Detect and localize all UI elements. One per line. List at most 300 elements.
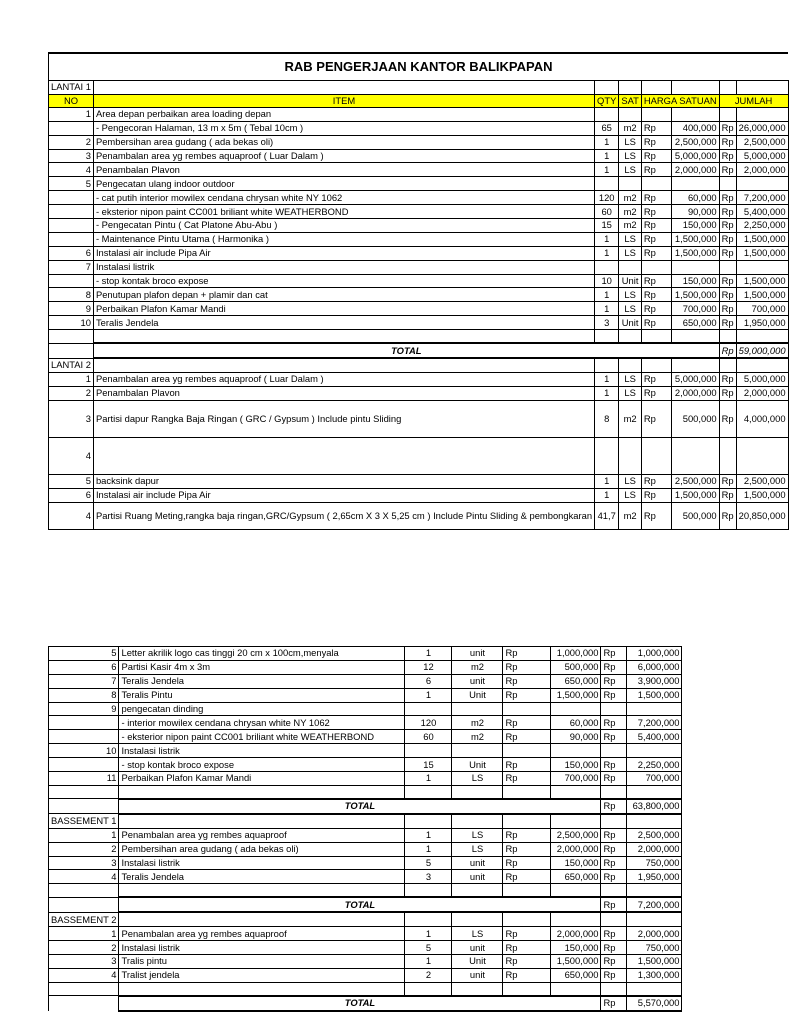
- empty-cell: [503, 982, 551, 996]
- rab-table-page-2: [48, 646, 682, 1012]
- empty-cell: [119, 785, 405, 799]
- blank-row: [49, 785, 682, 799]
- empty-cell: [503, 912, 551, 926]
- header-item: ITEM: [93, 94, 594, 107]
- qty-value: 12: [405, 660, 452, 674]
- item-description: Tralis pintu: [119, 955, 405, 969]
- item-description: - cat putih interior mowilex cendana chrysan white NY 1062: [93, 191, 594, 205]
- qty-value: 2: [405, 968, 452, 982]
- unit-price-value: 650,000: [551, 968, 601, 982]
- empty-cell: [503, 884, 551, 898]
- row-number: [49, 274, 94, 288]
- qty-value: 60: [405, 730, 452, 744]
- qty-value: 1: [595, 373, 619, 387]
- currency-label: Rp: [601, 955, 627, 969]
- empty-cell: [452, 912, 503, 926]
- currency-label: [601, 702, 627, 716]
- currency-label: Rp: [601, 730, 627, 744]
- qty-value: 3: [595, 316, 619, 330]
- qty-value: 15: [595, 219, 619, 233]
- unit-value: LS: [619, 232, 642, 246]
- table-row: [49, 828, 682, 842]
- unit-value: LS: [619, 135, 642, 149]
- unit-value: Unit: [619, 316, 642, 330]
- table-row: [49, 288, 789, 302]
- amount-value: 1,950,000: [627, 870, 682, 884]
- currency-label: Rp: [601, 674, 627, 688]
- row-number: 6: [49, 488, 94, 502]
- table-row: [49, 191, 789, 205]
- unit-price-value: 5,000,000: [671, 373, 719, 387]
- qty-value: 65: [595, 121, 619, 135]
- currency-label: Rp: [719, 135, 736, 149]
- empty-cell: [93, 358, 594, 372]
- qty-value: [595, 437, 619, 474]
- unit-price-value: 150,000: [671, 219, 719, 233]
- empty-cell: [619, 358, 642, 372]
- table-row: [49, 260, 789, 274]
- currency-label: Rp: [719, 386, 736, 400]
- empty-cell: [119, 814, 405, 828]
- unit-price-value: 1,500,000: [551, 688, 601, 702]
- unit-value: [452, 702, 503, 716]
- unit-value: LS: [619, 302, 642, 316]
- unit-value: LS: [452, 927, 503, 941]
- amount-value: 2,000,000: [736, 386, 788, 400]
- empty-cell: [601, 814, 627, 828]
- empty-cell: [452, 814, 503, 828]
- empty-cell: [595, 330, 619, 344]
- item-description: Penambalan Plavon: [93, 386, 594, 400]
- empty-cell: [601, 912, 627, 926]
- unit-price-value: 2,000,000: [551, 842, 601, 856]
- unit-price-value: [551, 702, 601, 716]
- currency-label: Rp: [601, 758, 627, 772]
- currency-label: Rp: [719, 191, 736, 205]
- unit-value: unit: [452, 647, 503, 661]
- row-number: 5: [49, 647, 119, 661]
- currency-label: Rp: [641, 488, 671, 502]
- item-description: [93, 437, 594, 474]
- row-number: 2: [49, 386, 94, 400]
- qty-value: 120: [405, 716, 452, 730]
- amount-value: 700,000: [627, 772, 682, 786]
- item-description: Instalasi listrik: [93, 260, 594, 274]
- unit-price-value: 2,000,000: [551, 927, 601, 941]
- empty-cell: [671, 358, 719, 372]
- unit-price-value: 1,500,000: [671, 288, 719, 302]
- table-row: [49, 968, 682, 982]
- currency-label: Rp: [503, 758, 551, 772]
- currency-label: Rp: [719, 205, 736, 219]
- table-row: [49, 688, 682, 702]
- currency-label: Rp: [601, 660, 627, 674]
- table-row: [49, 107, 789, 121]
- item-description: Partisi Ruang Meting,rangka baja ringan,GRC/Gypsum ( 2,65cm X 3 X 5,25 cm ) Include Pintu Sliding & pembongkaran: [93, 502, 594, 529]
- amount-value: 2,250,000: [627, 758, 682, 772]
- qty-value: 1: [595, 386, 619, 400]
- rab-table-page-1: [48, 52, 789, 530]
- row-number: 8: [49, 288, 94, 302]
- currency-label: Rp: [641, 163, 671, 177]
- unit-price-value: 500,000: [671, 400, 719, 437]
- currency-label: [719, 177, 736, 191]
- currency-label: Rp: [503, 716, 551, 730]
- amount-value: [736, 260, 788, 274]
- empty-cell: [641, 358, 671, 372]
- qty-value: 10: [595, 274, 619, 288]
- section-row: [49, 358, 789, 372]
- table-row: [49, 437, 789, 474]
- currency-label: Rp: [601, 828, 627, 842]
- item-description: Teralis Jendela: [93, 316, 594, 330]
- empty-cell: [551, 912, 601, 926]
- row-number: 2: [49, 135, 94, 149]
- currency-label: Rp: [719, 488, 736, 502]
- amount-value: 1,500,000: [627, 955, 682, 969]
- empty-cell: [627, 785, 682, 799]
- empty-cell: [49, 982, 119, 996]
- row-number: 6: [49, 660, 119, 674]
- unit-price-value: 500,000: [671, 502, 719, 529]
- qty-value: 5: [405, 856, 452, 870]
- item-description: Penambalan area yg rembes aquaproof: [119, 927, 405, 941]
- row-number: 4: [49, 502, 94, 529]
- table-row: [49, 246, 789, 260]
- unit-value: [619, 260, 642, 274]
- unit-value: m2: [619, 191, 642, 205]
- empty-cell: [641, 330, 671, 344]
- currency-label: Rp: [719, 288, 736, 302]
- empty-cell: [551, 814, 601, 828]
- currency-label: Rp: [601, 856, 627, 870]
- item-description: Area depan perbaikan area loading depan: [93, 107, 594, 121]
- amount-value: 1,300,000: [627, 968, 682, 982]
- currency-label: Rp: [641, 373, 671, 387]
- item-description: Perbaikan Plafon Kamar Mandi: [119, 772, 405, 786]
- unit-value: m2: [619, 502, 642, 529]
- item-description: Penambalan Plavon: [93, 163, 594, 177]
- unit-price-value: 400,000: [671, 121, 719, 135]
- amount-value: 2,000,000: [627, 842, 682, 856]
- item-description: Teralis Pintu: [119, 688, 405, 702]
- unit-value: LS: [619, 474, 642, 488]
- table-row: [49, 941, 682, 955]
- row-number: 4: [49, 870, 119, 884]
- unit-price-value: 1,000,000: [551, 647, 601, 661]
- currency-label: [719, 437, 736, 474]
- amount-value: 1,500,000: [736, 274, 788, 288]
- empty-cell: [601, 982, 627, 996]
- unit-price-value: 1,500,000: [551, 955, 601, 969]
- table-row: [49, 856, 682, 870]
- empty-cell: [119, 982, 405, 996]
- amount-value: 20,850,000: [736, 502, 788, 529]
- qty-value: 1: [405, 828, 452, 842]
- empty-cell: [719, 358, 736, 372]
- unit-price-value: 60,000: [551, 716, 601, 730]
- unit-price-value: 60,000: [671, 191, 719, 205]
- unit-value: [452, 744, 503, 758]
- item-description: Instalasi listrik: [119, 856, 405, 870]
- currency-label: Rp: [641, 135, 671, 149]
- unit-price-value: 5,000,000: [671, 149, 719, 163]
- empty-cell: [551, 785, 601, 799]
- currency-label: [641, 437, 671, 474]
- sheet1-body: [49, 53, 789, 529]
- table-row: [49, 373, 789, 387]
- empty-cell: [49, 799, 119, 814]
- currency-label: Rp: [503, 856, 551, 870]
- item-description: Instalasi air include Pipa Air: [93, 488, 594, 502]
- currency-label: Rp: [641, 121, 671, 135]
- total-amount: 7,200,000: [627, 897, 682, 912]
- unit-value: m2: [619, 205, 642, 219]
- unit-price-value: 90,000: [551, 730, 601, 744]
- item-description: - Pengecatan Pintu ( Cat Platone Abu-Abu ): [93, 219, 594, 233]
- table-row: [49, 400, 789, 437]
- empty-cell: [719, 330, 736, 344]
- empty-cell: [405, 982, 452, 996]
- section-label: BASSEMENT 2: [49, 912, 119, 926]
- empty-cell: [627, 884, 682, 898]
- empty-cell: [551, 884, 601, 898]
- row-number: 7: [49, 674, 119, 688]
- currency-label: Rp: [601, 870, 627, 884]
- amount-value: 700,000: [736, 302, 788, 316]
- unit-price-value: 150,000: [551, 856, 601, 870]
- currency-label: [641, 260, 671, 274]
- currency-label: Rp: [719, 474, 736, 488]
- qty-value: [405, 702, 452, 716]
- currency-label: Rp: [641, 386, 671, 400]
- unit-value: unit: [452, 856, 503, 870]
- currency-label: [719, 107, 736, 121]
- item-description: Penambalan area yg rembes aquaproof: [119, 828, 405, 842]
- currency-label: Rp: [641, 149, 671, 163]
- empty-cell: [49, 884, 119, 898]
- empty-cell: [671, 330, 719, 344]
- table-row: [49, 674, 682, 688]
- qty-value: [595, 107, 619, 121]
- table-row: [49, 870, 682, 884]
- qty-value: 120: [595, 191, 619, 205]
- table-row: [49, 316, 789, 330]
- currency-label: Rp: [641, 191, 671, 205]
- row-number: [49, 219, 94, 233]
- currency-label: Rp: [503, 968, 551, 982]
- currency-label: Rp: [641, 288, 671, 302]
- unit-price-value: 2,500,000: [671, 474, 719, 488]
- empty-cell: [452, 884, 503, 898]
- empty-cell: [627, 814, 682, 828]
- row-number: 6: [49, 246, 94, 260]
- currency-label: Rp: [641, 316, 671, 330]
- amount-value: [736, 107, 788, 121]
- unit-value: unit: [452, 968, 503, 982]
- qty-value: [595, 260, 619, 274]
- table-row: [49, 647, 682, 661]
- currency-label: Rp: [601, 716, 627, 730]
- row-number: [49, 716, 119, 730]
- qty-value: 5: [405, 941, 452, 955]
- unit-value: unit: [452, 674, 503, 688]
- unit-value: LS: [619, 288, 642, 302]
- empty-cell: [405, 814, 452, 828]
- row-number: 1: [49, 107, 94, 121]
- total-amount: 59,000,000: [736, 343, 788, 358]
- blank-row: [49, 884, 682, 898]
- empty-cell: [503, 785, 551, 799]
- item-description: Perbaikan Plafon Kamar Mandi: [93, 302, 594, 316]
- table-row: [49, 660, 682, 674]
- unit-price-value: 150,000: [551, 758, 601, 772]
- total-label: TOTAL: [119, 897, 601, 912]
- empty-cell: [595, 81, 619, 95]
- total-row: [49, 343, 789, 358]
- qty-value: 1: [595, 302, 619, 316]
- table-row: [49, 121, 789, 135]
- unit-value: m2: [452, 716, 503, 730]
- section-label: LANTAI 1: [49, 81, 94, 95]
- currency-label: Rp: [719, 302, 736, 316]
- section-row: [49, 81, 789, 95]
- table-header-row: [49, 94, 789, 107]
- qty-value: 60: [595, 205, 619, 219]
- amount-value: 5,400,000: [736, 205, 788, 219]
- total-label: TOTAL: [93, 343, 719, 358]
- row-number: 2: [49, 941, 119, 955]
- item-description: Partisi dapur Rangka Baja Ringan ( GRC / Gypsum ) Include pintu Sliding: [93, 400, 594, 437]
- amount-value: 26,000,000: [736, 121, 788, 135]
- currency-label: Rp: [719, 232, 736, 246]
- empty-cell: [551, 982, 601, 996]
- empty-cell: [49, 897, 119, 912]
- item-description: Pembersihan area gudang ( ada bekas oli): [93, 135, 594, 149]
- currency-label: [641, 177, 671, 191]
- blank-row: [49, 330, 789, 344]
- header-sat: SAT: [619, 94, 642, 107]
- table-row: [49, 502, 789, 529]
- currency-label: Rp: [601, 927, 627, 941]
- currency-label: [503, 702, 551, 716]
- row-number: [49, 205, 94, 219]
- unit-value: m2: [619, 400, 642, 437]
- currency-label: Rp: [503, 870, 551, 884]
- row-number: [49, 730, 119, 744]
- currency-label: Rp: [601, 842, 627, 856]
- empty-cell: [736, 81, 788, 95]
- table-row: [49, 488, 789, 502]
- unit-value: [619, 437, 642, 474]
- row-number: [49, 758, 119, 772]
- amount-value: [627, 744, 682, 758]
- unit-value: LS: [619, 373, 642, 387]
- row-number: 3: [49, 149, 94, 163]
- item-description: - Maintenance Pintu Utama ( Harmonika ): [93, 232, 594, 246]
- table-row: [49, 955, 682, 969]
- table-row: [49, 163, 789, 177]
- amount-value: 1,950,000: [736, 316, 788, 330]
- unit-price-value: [671, 107, 719, 121]
- item-description: Penambalan area yg rembes aquaproof ( Luar Dalam ): [93, 373, 594, 387]
- currency-label: Rp: [503, 688, 551, 702]
- empty-cell: [405, 785, 452, 799]
- row-number: 1: [49, 828, 119, 842]
- amount-value: 1,500,000: [736, 232, 788, 246]
- unit-price-value: 150,000: [671, 274, 719, 288]
- blank-row: [49, 982, 682, 996]
- empty-cell: [452, 982, 503, 996]
- currency-label: Rp: [719, 149, 736, 163]
- empty-cell: [49, 330, 94, 344]
- currency-label: Rp: [601, 688, 627, 702]
- amount-value: 1,500,000: [736, 246, 788, 260]
- unit-value: Unit: [452, 955, 503, 969]
- row-number: 3: [49, 955, 119, 969]
- empty-cell: [627, 912, 682, 926]
- currency-label: Rp: [641, 232, 671, 246]
- qty-value: [595, 177, 619, 191]
- empty-cell: [736, 330, 788, 344]
- unit-value: LS: [452, 842, 503, 856]
- item-description: Letter akrilik logo cas tinggi 20 cm x 100cm,menyala: [119, 647, 405, 661]
- currency-label: Rp: [503, 647, 551, 661]
- item-description: - Pengecoran Halaman, 13 m x 5m ( Tebal 10cm ): [93, 121, 594, 135]
- empty-cell: [671, 81, 719, 95]
- item-description: Penambalan area yg rembes aquaproof ( Luar Dalam ): [93, 149, 594, 163]
- table-row: [49, 219, 789, 233]
- amount-value: 2,500,000: [736, 474, 788, 488]
- currency-label: Rp: [601, 647, 627, 661]
- unit-price-value: 650,000: [551, 870, 601, 884]
- empty-cell: [627, 982, 682, 996]
- qty-value: [405, 744, 452, 758]
- row-number: 3: [49, 856, 119, 870]
- table-row: [49, 744, 682, 758]
- item-description: Teralis Jendela: [119, 674, 405, 688]
- item-description: Tralist jendela: [119, 968, 405, 982]
- qty-value: 1: [405, 688, 452, 702]
- currency-label: Rp: [503, 772, 551, 786]
- table-row: [49, 474, 789, 488]
- table-row: [49, 274, 789, 288]
- amount-value: 4,000,000: [736, 400, 788, 437]
- section-label: BASSEMENT 1: [49, 814, 119, 828]
- currency-label: Rp: [503, 842, 551, 856]
- amount-value: 1,500,000: [736, 288, 788, 302]
- amount-value: 1,000,000: [627, 647, 682, 661]
- row-number: 11: [49, 772, 119, 786]
- row-number: 7: [49, 260, 94, 274]
- qty-value: 3: [405, 870, 452, 884]
- empty-cell: [49, 343, 94, 358]
- currency-label: [601, 744, 627, 758]
- currency-label: Rp: [503, 955, 551, 969]
- row-number: 3: [49, 400, 94, 437]
- table-row: [49, 232, 789, 246]
- currency-label: Rp: [601, 799, 627, 814]
- unit-value: LS: [619, 488, 642, 502]
- item-description: Instalasi listrik: [119, 744, 405, 758]
- row-number: 2: [49, 842, 119, 856]
- empty-cell: [405, 912, 452, 926]
- qty-value: 1: [405, 955, 452, 969]
- empty-cell: [641, 81, 671, 95]
- currency-label: Rp: [641, 205, 671, 219]
- currency-label: Rp: [641, 474, 671, 488]
- empty-cell: [619, 330, 642, 344]
